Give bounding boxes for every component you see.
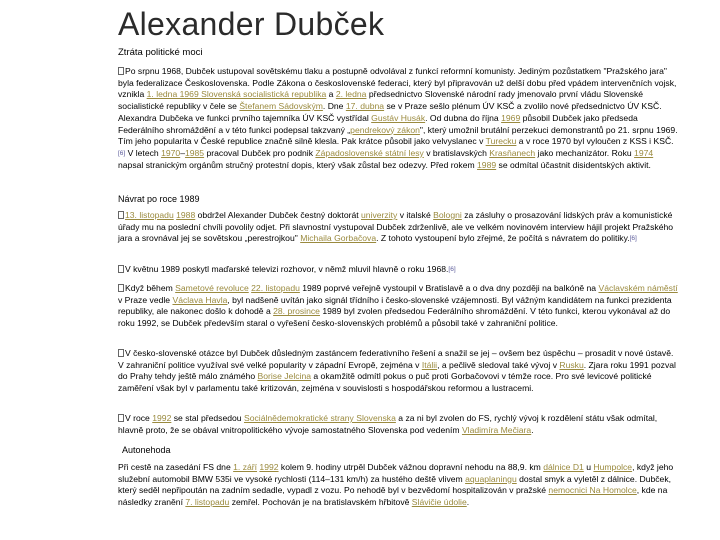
text-run: se stal předsedou	[171, 413, 244, 423]
link-january-2[interactable]: 2. ledna	[335, 89, 367, 100]
text-run: zemřel. Pochován je na bratislavském hřbitově	[229, 497, 412, 508]
text-run: působil Dubček jako předseda Federálního shromáždění a v této funkci podepsal takzvaný „	[118, 112, 638, 135]
link-1988[interactable]: 1988	[176, 210, 196, 220]
link-boris-jelcin[interactable]: Borise Jelcina	[257, 371, 311, 382]
text-run: za zásluhy o prosazování lidských práv a komunistické úřady mu na poslední chvíli povolily odjet. Při slavnostní vystupoval Dubček zdrženlivě, ale ve velkém novinovém interview hájil projekt Pražského jara a srovnával jej se sovětskou „perestrojkou"	[118, 210, 674, 244]
text-run: napsal stranickým orgánům stručný protestní dopis, který však zůstal bez odezvy. Před rokem	[118, 159, 478, 170]
bullet-icon	[118, 211, 124, 219]
link-november-13[interactable]: 13. listopadu	[125, 210, 174, 220]
paragraph-hungarian-tv	[118, 264, 678, 276]
paragraph-sdss-chairman	[118, 413, 678, 436]
reference-link[interactable]: [6]	[448, 266, 456, 273]
text-run: se odmítal účastnit disidentských aktivit.	[496, 159, 651, 170]
text-run: V letech	[125, 147, 162, 158]
bullet-icon	[118, 67, 124, 75]
paragraph-federation-stance	[118, 348, 678, 395]
link-1989[interactable]: 1989	[477, 159, 497, 170]
link-november-7[interactable]: 7. listopadu	[185, 497, 230, 508]
text-run: .	[466, 497, 470, 508]
link-sametova-revoluce[interactable]: Sametové revoluce	[175, 283, 249, 293]
link-bologna[interactable]: Bologni	[433, 210, 462, 220]
link-krasnany[interactable]: Krasňanech	[489, 147, 536, 158]
text-run: v italské	[397, 210, 434, 220]
link-humpolec[interactable]: Humpolce	[593, 462, 633, 472]
link-slovak-socialist-republic[interactable]: 1. ledna 1969 Slovenská socialistická republika	[146, 89, 327, 100]
text-run: a	[326, 89, 336, 100]
link-gustav-husak[interactable]: Gustáv Husák	[371, 112, 426, 123]
text-run: Po srpnu 1968, Dubček ustupoval sovětskému tlaku a postupně odvolával z funkcí reformní komunisty. Jediným pozůstatkem "Pražského jara" byla federalizace Československa. Podle Zákona o československé federaci, který byl připravován už delší dobu před vpádem intervenčních vojsk, vznikla	[118, 66, 677, 100]
link-1992[interactable]: 1992	[152, 413, 172, 423]
text-run: –	[180, 147, 185, 158]
text-run: V roce	[125, 413, 153, 423]
link-zapadoslovenske-statni-lesy[interactable]: Západoslovenské státní lesy	[315, 147, 424, 158]
text-run: .	[531, 424, 534, 435]
link-1992-accident[interactable]: 1992	[259, 462, 279, 472]
text-run: a okamžitě odmítl pokus o puč proti Gorbačovovi v témže roce. Pro své levicové politické zaměření však byl v parlamentu také kritizován, zejména v souvislosti s hospodářskou reformou a lustracemi.	[118, 371, 652, 394]
link-september-1[interactable]: 1. září	[233, 462, 258, 472]
link-november-22[interactable]: 22. listopadu	[251, 283, 300, 293]
bullet-icon	[118, 284, 124, 292]
text-run: v bratislavských	[423, 147, 490, 158]
link-1974[interactable]: 1974	[634, 147, 654, 158]
link-rusko[interactable]: Rusku	[559, 359, 584, 370]
text-run: pracoval Dubček pro podnik	[204, 147, 316, 158]
link-stefan-sadovsky[interactable]: Štefanem Sádovským	[239, 101, 323, 112]
bullet-icon	[118, 265, 124, 273]
text-run: V česko-slovenské otázce byl Dubček důsledným zastáncem federativního řešení a snažil se jej – ovšem bez úspěchu – prosadit v nové ústavě. V zahraniční politice využíval své velké popularity v západní Evropě, zejména v	[118, 348, 674, 370]
link-1985[interactable]: 1985	[184, 147, 205, 158]
text-run: obdržel Alexander Dubček čestný doktorát	[195, 210, 362, 220]
text-run: Při cestě na zasedání FS dne	[118, 462, 234, 472]
paragraph-honorary-doctorate	[118, 210, 678, 245]
text-run: se v Praze sešlo plénum ÚV KSČ a zvolilo nové předsednictvo ÚV KSČ. Alexandra Dubčeka ve funkci prvního tajemníka ÚV KSČ vystřídal	[118, 101, 662, 123]
text-run: u	[583, 462, 594, 472]
text-run: předsednictvo Slovenské národní rady jmenovalo první vládu Slovenské socialistické republiky v čele se	[118, 89, 644, 112]
text-run: jako mechanizátor. Roku	[535, 147, 635, 158]
link-april-17[interactable]: 17. dubna	[345, 101, 385, 112]
link-slavicie-udolie[interactable]: Slávičie údolie	[411, 497, 467, 508]
text-run: , a pečlivě sledoval také vývoj v	[437, 359, 560, 370]
link-1970[interactable]: 1970	[161, 147, 181, 158]
paragraph-car-accident	[118, 462, 678, 509]
link-vaclav-havel[interactable]: Václava Havla	[172, 294, 228, 305]
link-nemocnice-na-homolce[interactable]: nemocnici Na Homolce	[548, 485, 637, 496]
text-run: kolem 9. hodiny utrpěl Dubček vážnou dopravní nehodu na 88,9. km	[278, 462, 544, 472]
bullet-icon	[118, 349, 124, 357]
paragraph-loss-of-power	[118, 66, 678, 171]
link-vladimir-meciar[interactable]: Vladimíra Mečiara	[461, 424, 532, 435]
text-run: ", který umožnil brutální perzekuci demonstrantů po 21. srpnu 1969. Tím jeho popularita v České republice značně silně klesla. Pak krátce působil jako velvyslanec v	[118, 124, 678, 147]
link-dalnice-d1[interactable]: dálnice D1	[543, 462, 584, 472]
link-italie[interactable]: Itálii	[421, 359, 438, 370]
bullet-icon	[118, 414, 124, 422]
text-run: , byl nadšeně uvítán jako signál třídního i česko-slovenské vzájemnosti. Byl vážným kandidátem na funkci prezidenta republiky, ale nakonec došlo k dohodě a	[118, 294, 672, 317]
text-run: Když během	[125, 283, 176, 293]
reference-link[interactable]: [6]	[118, 149, 126, 157]
link-univerzity[interactable]: univerzity	[361, 210, 398, 220]
text-run: . Od dubna do října	[425, 112, 502, 123]
link-pendrekovy-zakon[interactable]: pendrekový zákon	[350, 124, 420, 135]
link-turecko[interactable]: Turecku	[485, 136, 517, 147]
link-aquaplaning[interactable]: aquaplaningu	[465, 473, 517, 484]
section-heading-return: Návrat po roce 1989	[118, 194, 200, 204]
text-run: V květnu 1989 poskytl maďarské televizi rozhovor, v němž mluvil hlavně o roku 1968.	[125, 264, 449, 274]
link-socialnedemokraticka-strana-slovenska[interactable]: Sociálnědemokratické strany Slovenska	[243, 413, 396, 423]
section-heading-loss-of-power: Ztráta politické moci	[118, 47, 203, 58]
text-run: 1989 poprvé veřejně vystoupil v Bratislavě a o dva dny později na balkóně na	[299, 283, 599, 293]
text-run: dostal smyk a vyletěl z dálnice. Dubček, který seděl nepřipoután na zadním sedadle, vypadl z vozu. Po nehodě byl v bezvědomí hospitalizován v pražské	[118, 473, 672, 496]
text-run: , kde na následky zranění	[118, 485, 668, 508]
text-run: , když jeho služební automobil BMW 535i ve vysoké rychlosti (114–131 km/h) za hustého deště vlivem	[118, 462, 674, 484]
text-run: . Zjara roku 1991 pozval do Prahy tehdy ještě málo známého	[118, 359, 676, 382]
text-run: 1989 byl zvolen předsedou Federálního shromáždění. V této funkci, kterou vykonával až do roku 1992, se Dubček především staral o vyřešení česko-slovenských problémů a působil také v zahraniční politice.	[118, 306, 671, 329]
link-vaclavske-namesti[interactable]: Václavském náměstí	[598, 283, 678, 293]
link-1969[interactable]: 1969	[501, 112, 521, 123]
link-michail-gorbacov[interactable]: Michaila Gorbačova	[300, 233, 377, 244]
paragraph-velvet-revolution	[118, 283, 678, 330]
text-run: . Dne	[322, 101, 346, 112]
text-run: a v roce 1970 byl vyloučen z KSS i KSČ.	[516, 136, 674, 147]
text-run: . Z tohoto vystoupení bylo zřejmé, že počítá s návratem do politiky.	[376, 233, 630, 244]
text-run: v Praze vedle	[118, 294, 173, 305]
section-heading-car-accident: Autonehoda	[122, 445, 171, 455]
link-december-28[interactable]: 28. prosince	[273, 306, 320, 317]
reference-link[interactable]: [6]	[629, 235, 637, 243]
text-run: a za ni byl zvolen do FS, rychlý vývoj k rozdělení státu však odmítal, hlavně proto, že se obával vnitropolitického vývoje samostatného Slovenska pod vedením	[118, 413, 658, 435]
page-title: Alexander Dubček	[118, 6, 385, 42]
